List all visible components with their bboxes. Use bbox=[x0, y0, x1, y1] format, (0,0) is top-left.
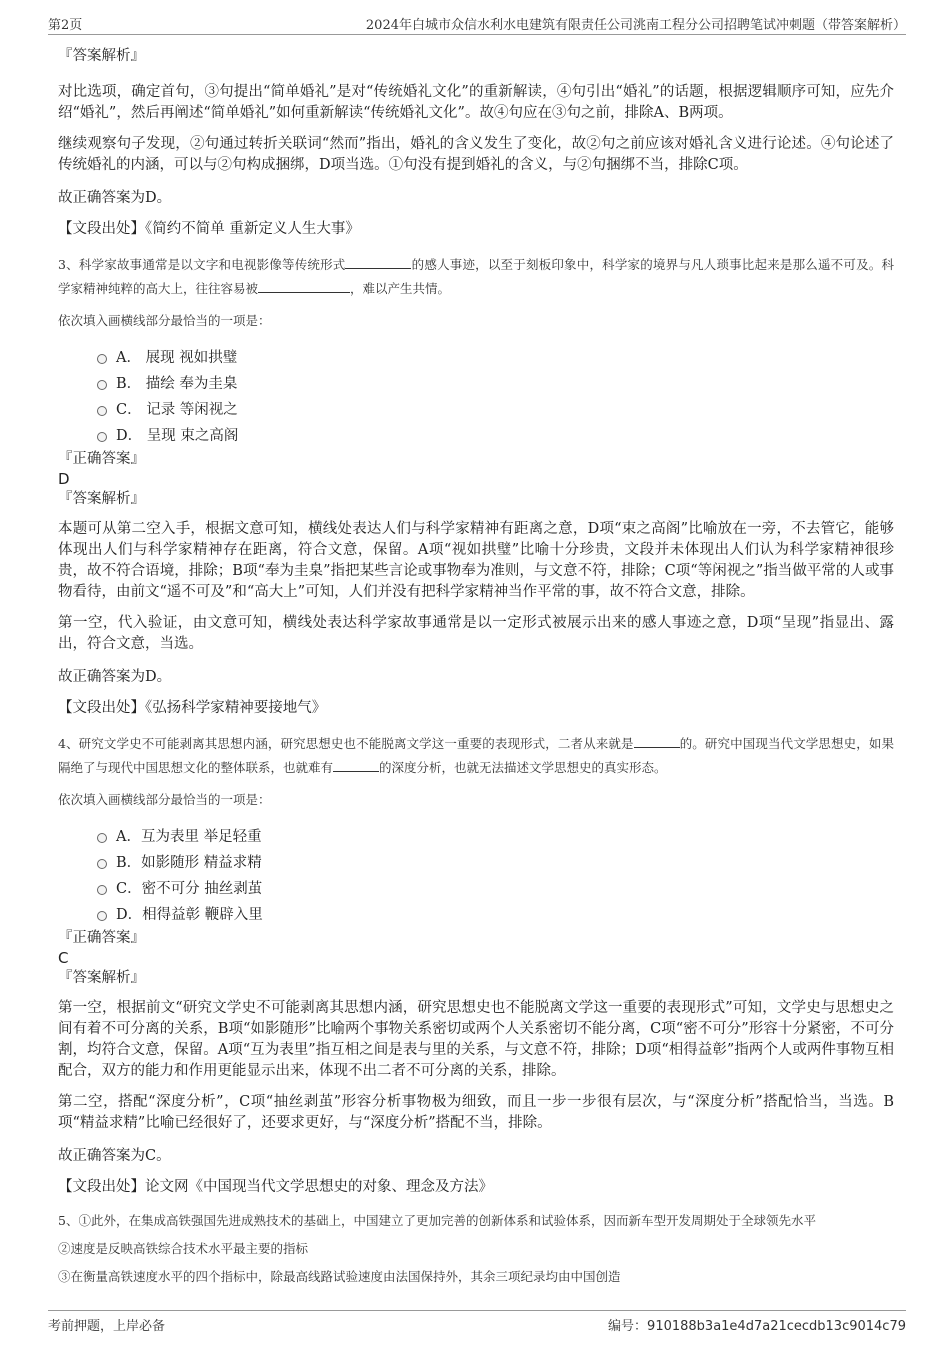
question-instruction: 依次填入画横线部分最恰当的一项是： bbox=[58, 792, 271, 807]
fill-blank bbox=[634, 734, 680, 748]
radio-icon[interactable] bbox=[97, 885, 107, 895]
option-d[interactable]: D． 呈现 束之高阁 bbox=[58, 423, 894, 449]
source-text: 《弘扬科学家精神要接地气》 bbox=[145, 700, 327, 716]
source-text: 《简约不简单 重新定义人生大事》 bbox=[145, 221, 360, 237]
source-tag: 【文段出处】 bbox=[58, 221, 145, 237]
fill-blank bbox=[258, 279, 350, 293]
option-c[interactable]: C．密不可分 抽丝剥茧 bbox=[58, 876, 894, 902]
radio-icon[interactable] bbox=[97, 432, 107, 442]
option-c[interactable]: C． 记录 等闲视之 bbox=[58, 397, 894, 423]
conclusion-text: 故正确答案为D。 bbox=[58, 190, 172, 206]
question-5-sentence: 5、①此外，在集成高铁强国先进成熟技术的基础上，中国建立了更加完善的创新体系和试验体系，因而新车型开发周期处于全球领先水平 bbox=[58, 1213, 816, 1228]
analysis-paragraph: 继续观察句子发现，②句通过转折关联词“然而”指出，婚礼的含义发生了变化，故②句之前应该对婚礼含义进行论述。④句论述了传统婚礼的内涵，可以与②句构成捆绑，D项当选。①句没有提到婚礼的含义，与②句捆绑不当，排除C项。 bbox=[58, 136, 894, 173]
page-footer bbox=[48, 1310, 906, 1334]
source-line bbox=[58, 698, 894, 718]
analysis-label: 『答案解析』 bbox=[58, 48, 145, 64]
question-5-sentence: ③在衡量高铁速度水平的四个指标中，除最高线路试验速度由法国保持外，其余三项纪录均由中国创造 bbox=[58, 1269, 621, 1284]
option-d[interactable]: D．相得益彰 鞭辟入里 bbox=[58, 902, 894, 928]
radio-icon[interactable] bbox=[97, 833, 107, 843]
document-title: 2024年白城市众信水利水电建筑有限责任公司洮南工程分公司招聘笔试冲刺题（带答案解析） bbox=[365, 18, 906, 33]
analysis-label: 『答案解析』 bbox=[58, 970, 145, 986]
fill-blank bbox=[345, 255, 411, 269]
analysis-label: 『答案解析』 bbox=[58, 491, 145, 507]
correct-answer-label: 『正确答案』 bbox=[58, 930, 145, 946]
question-instruction: 依次填入画横线部分最恰当的一项是： bbox=[58, 313, 271, 328]
correct-answer-label: 『正确答案』 bbox=[58, 451, 145, 467]
radio-icon[interactable] bbox=[97, 911, 107, 921]
fill-blank bbox=[333, 758, 379, 772]
question-4-options bbox=[58, 824, 894, 928]
conclusion-text: 故正确答案为D。 bbox=[58, 669, 172, 685]
option-b[interactable]: B． 描绘 奉为圭臬 bbox=[58, 371, 894, 397]
radio-icon[interactable] bbox=[97, 406, 107, 416]
question-4-text: 4、研究文学史不可能剥离其思想内涵，研究思想史也不能脱离文学这一重要的表现形式，二者从来就是 的。研究中国现当代文学思想史，如果隔绝了与现代中国思想文化的整体联系，也就难有 的深度分析，也就无法描述文学思想史的真实形态。 bbox=[58, 736, 894, 775]
option-a[interactable]: A．互为表里 举足轻重 bbox=[58, 824, 894, 850]
analysis-paragraph: 第二空，搭配“深度分析”，C项“抽丝剥茧”形容分析事物极为细致，而且一步一步很有层次，与“深度分析”搭配恰当，当选。B项“精益求精”比喻已经很好了，还要求更好，与“深度分析”搭配不当，排除。 bbox=[58, 1094, 894, 1131]
analysis-paragraph: 本题可从第二空入手，根据文意可知，横线处表达人们与科学家精神有距离之意，D项“束之高阁”比喻放在一旁，不去管它，能够体现出人们与科学家精神存在距离，符合文意，保留。A项“视如拱璧”比喻十分珍贵，文段并未体现出人们认为科学家精神很珍贵，故不符合语境，排除；B项“奉为圭臬”指把某些言论或事物奉为准则，与文意不符，排除；C项“等闲视之”指当做平常的人或事物看待，由前文“遥不可及”和“高大上”可知，人们并没有把科学家精神当作平常的事，故不符合文意，排除。 bbox=[58, 521, 894, 600]
conclusion-text: 故正确答案为C。 bbox=[58, 1148, 171, 1164]
source-tag: 【文段出处】 bbox=[58, 700, 145, 716]
source-text: 论文网《中国现当代文学思想史的对象、理念及方法》 bbox=[145, 1179, 493, 1195]
option-a[interactable]: A． 展现 视如拱璧 bbox=[58, 345, 894, 371]
source-line bbox=[58, 219, 894, 239]
question-5-sentence: ②速度是反映高铁综合技术水平最主要的指标 bbox=[58, 1241, 309, 1256]
document-code: 编号：910188b3a1e4d7a21cecdb13c9014c79 bbox=[608, 1319, 906, 1334]
radio-icon[interactable] bbox=[97, 859, 107, 869]
correct-answer: D bbox=[58, 470, 70, 488]
question-3-options bbox=[58, 345, 894, 449]
radio-icon[interactable] bbox=[97, 354, 107, 364]
document-content bbox=[58, 46, 894, 1289]
footer-slogan: 考前押题，上岸必备 bbox=[48, 1319, 166, 1334]
page-number: 第2页 bbox=[48, 18, 83, 33]
question-3-text: 3、科学家故事通常是以文字和电视影像等传统形式 的感人事迹，以至于刻板印象中，科学家的境界与凡人琐事比起来是那么遥不可及。科学家精神纯粹的高大上，往往容易被 ，难以产生共情。 bbox=[58, 257, 894, 296]
analysis-paragraph: 对比选项，确定首句，③句提出“简单婚礼”是对“传统婚礼文化”的重新解读，④句引出“婚礼”的话题，根据逻辑顺序可知，应先介绍“婚礼”，然后再阐述“简单婚礼”如何重新解读“传统婚礼文化”。故④句应在③句之前，排除A、B两项。 bbox=[58, 84, 894, 121]
analysis-paragraph: 第一空，根据前文“研究文学史不可能剥离其思想内涵，研究思想史也不能脱离文学这一重要的表现形式”可知，文学史与思想史之间有着不可分离的关系，B项“如影随形”比喻两个事物关系密切或两个人关系密切不能分离，C项“密不可分”形容十分紧密，不可分割，均符合文意，保留。A项“互为表里”指互相之间是表与里的关系，与文意不符，排除；D项“相得益彰”指两个人或两件事物互相配合，双方的能力和作用更能显示出来，体现不出二者不可分离的关系，排除。 bbox=[58, 1000, 894, 1079]
option-b[interactable]: B．如影随形 精益求精 bbox=[58, 850, 894, 876]
correct-answer: C bbox=[58, 949, 69, 967]
analysis-paragraph: 第一空，代入验证，由文意可知，横线处表达科学家故事通常是以一定形式被展示出来的感人事迹之意，D项“呈现”指显出、露出，符合文意，当选。 bbox=[58, 615, 894, 652]
page-header bbox=[48, 14, 906, 35]
source-tag: 【文段出处】 bbox=[58, 1179, 145, 1195]
source-line bbox=[58, 1177, 894, 1197]
radio-icon[interactable] bbox=[97, 380, 107, 390]
